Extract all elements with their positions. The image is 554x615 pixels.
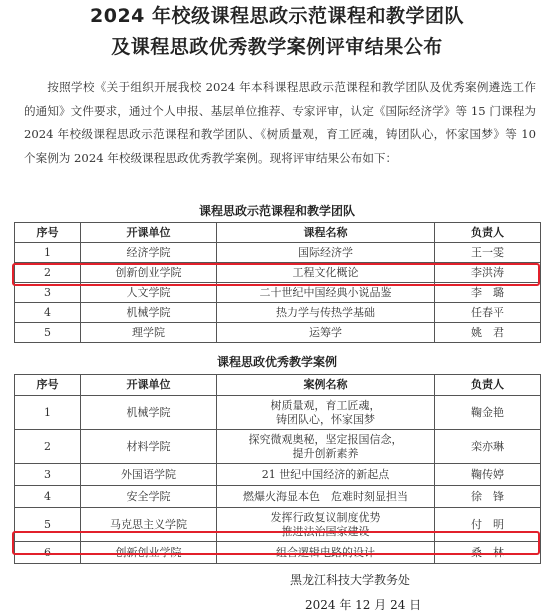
cell-no: 1	[15, 243, 81, 263]
cell-unit: 材料学院	[81, 430, 217, 464]
table-row	[15, 508, 541, 542]
table-row	[15, 263, 541, 283]
cell-name	[217, 396, 435, 430]
cases-table	[14, 374, 541, 564]
case-name-line2: 铸团队心，怀家国梦	[276, 412, 375, 426]
section-title-demo-courses: 课程思政示范课程和教学团队	[198, 204, 355, 218]
table-row	[15, 283, 541, 303]
cell-name: 组合逻辑电路的设计	[217, 542, 435, 564]
intro-paragraph: 按照学校《关于组织开展我校 2024 年本科课程思政示范课程和教学团队及优秀案例遴选工作的通知》文件要求，通过个人申报、基层单位推荐、专家评审，认定《国际经济学》等 15 门课程为 2024 年校级课程思政示范课程和教学团队、《树质量观，育工匠魂，铸团队心，怀家国梦》等 10 个案例为 2024 年校级课程思政优秀教学案例。现将评审结果公布如下：	[24, 80, 536, 165]
cell-unit: 外国语学院	[81, 464, 217, 486]
cell-name: 燃爆火海显本色 危难时刻显担当	[217, 486, 435, 508]
signature-org: 黑龙江科技大学教务处	[290, 573, 411, 587]
cell-name: 工程文化概论	[217, 263, 435, 283]
cell-unit: 人文学院	[81, 283, 217, 303]
table-row	[15, 303, 541, 323]
cell-lead: 任春平	[435, 303, 541, 323]
table-row	[15, 486, 541, 508]
header-name: 课程名称	[217, 223, 435, 243]
cell-no: 6	[15, 542, 81, 564]
table-row	[15, 323, 541, 343]
cell-lead: 栾亦琳	[435, 430, 541, 464]
header-lead: 负责人	[435, 375, 541, 396]
cell-lead: 李 璐	[435, 283, 541, 303]
demo-courses-table	[14, 222, 541, 343]
case-name-line2: 提升创新素养	[292, 446, 359, 460]
cell-name: 二十世纪中国经典小说品鉴	[217, 283, 435, 303]
table-header-row	[15, 375, 541, 396]
header-name: 案例名称	[217, 375, 435, 396]
cell-name: 运筹学	[217, 323, 435, 343]
case-name-line2: 推进法治国家建设	[281, 524, 370, 538]
page-title-line2: 及课程思政优秀教学案例评审结果公布	[111, 36, 443, 58]
cell-lead: 桑 林	[435, 542, 541, 564]
section-title-cases: 课程思政优秀教学案例	[216, 355, 337, 369]
cell-no: 1	[15, 396, 81, 430]
case-name-line1: 树质量观，育工匠魂，	[270, 398, 381, 412]
table-row	[15, 243, 541, 263]
cell-no: 2	[15, 263, 81, 283]
table-row	[15, 464, 541, 486]
cell-name: 热力学与传热学基础	[217, 303, 435, 323]
header-unit: 开课单位	[81, 375, 217, 396]
cell-unit: 马克思主义学院	[81, 508, 217, 542]
table-row	[15, 542, 541, 564]
cell-lead: 姚 君	[435, 323, 541, 343]
table-header-row	[15, 223, 541, 243]
case-name-line1: 发挥行政复议制度优势	[270, 510, 381, 524]
cell-unit: 机械学院	[81, 303, 217, 323]
cell-lead: 鞠金艳	[435, 396, 541, 430]
header-lead: 负责人	[435, 223, 541, 243]
cell-lead: 鞠传婷	[435, 464, 541, 486]
cell-lead: 徐 锋	[435, 486, 541, 508]
cell-no: 3	[15, 464, 81, 486]
header-no: 序号	[15, 223, 81, 243]
cell-unit: 经济学院	[81, 243, 217, 263]
cell-no: 4	[15, 486, 81, 508]
cell-lead: 付 明	[435, 508, 541, 542]
cell-no: 5	[15, 323, 81, 343]
cell-no: 2	[15, 430, 81, 464]
cell-no: 3	[15, 283, 81, 303]
table-row	[15, 396, 541, 430]
cell-name: 21 世纪中国经济的新起点	[217, 464, 435, 486]
cell-unit: 创新创业学院	[81, 542, 217, 564]
cell-unit: 机械学院	[81, 396, 217, 430]
cell-lead: 王一雯	[435, 243, 541, 263]
cell-name	[217, 508, 435, 542]
header-unit: 开课单位	[81, 223, 217, 243]
table-row	[15, 430, 541, 464]
cell-no: 5	[15, 508, 81, 542]
cell-lead: 李洪涛	[435, 263, 541, 283]
cell-name	[217, 430, 435, 464]
cell-name: 国际经济学	[217, 243, 435, 263]
cell-unit: 创新创业学院	[81, 263, 217, 283]
signature-date: 2024 年 12 月 24 日	[305, 598, 422, 612]
page-title-line1: 2024 年校级课程思政示范课程和教学团队	[90, 5, 464, 27]
case-name-line1: 探究微观奥秘，坚定报国信念，	[248, 432, 403, 446]
cell-no: 4	[15, 303, 81, 323]
cell-unit: 理学院	[81, 323, 217, 343]
header-no: 序号	[15, 375, 81, 396]
cell-unit: 安全学院	[81, 486, 217, 508]
